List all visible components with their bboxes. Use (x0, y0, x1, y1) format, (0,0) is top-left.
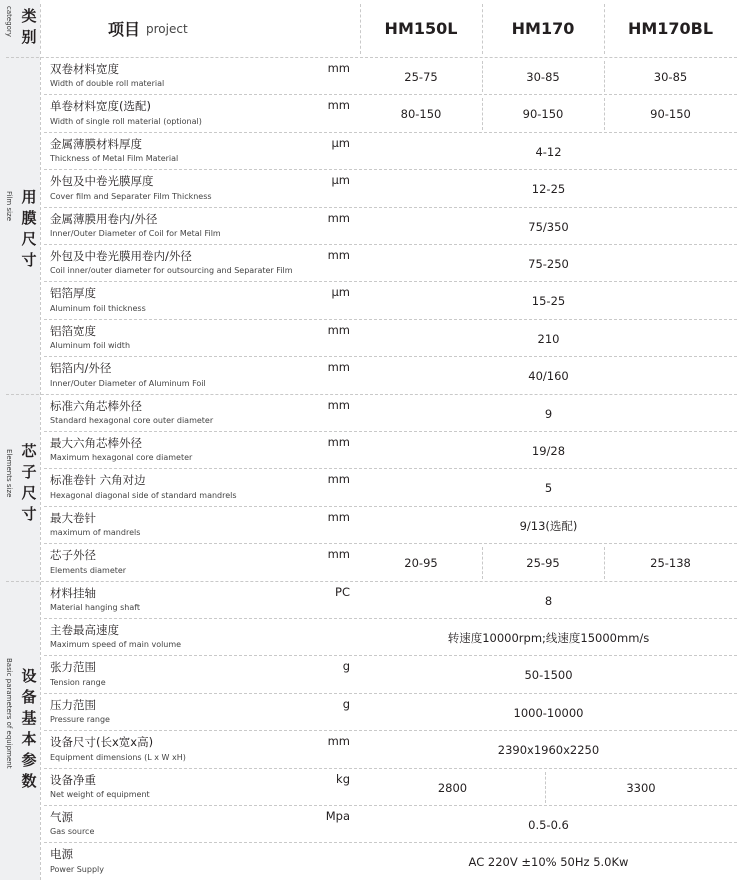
category-en: Elements size (5, 449, 13, 498)
table-row (40, 842, 737, 880)
project-header-en: project (146, 21, 188, 36)
table-row (40, 356, 737, 394)
value-cell: 19/28 (531, 443, 566, 458)
table-row (40, 207, 737, 244)
value-cell: AC 220V ±10% 50Hz 5.0Kw (468, 855, 629, 869)
item-name-en: Equipment dimensions (L x W xH) (50, 753, 186, 762)
item-name-en: Power Supply (50, 865, 104, 874)
table-row (40, 468, 737, 506)
model-header-hm170bl: HM170BL (627, 19, 714, 38)
item-name-zh: 最大卷针 (50, 511, 96, 525)
value-cell: 12-25 (531, 182, 566, 196)
item-unit: mm (327, 248, 350, 262)
cell-divider (604, 547, 605, 579)
cell-divider (482, 547, 483, 579)
table-row (40, 805, 737, 842)
row-divider (44, 693, 737, 694)
table-row (40, 693, 737, 730)
value-cell: 5 (544, 481, 553, 495)
item-name-zh: 设备尺寸(长x宽x高) (50, 735, 154, 749)
item-name-en: Coil inner/outer diameter for outsourcing and Separater Film (50, 266, 293, 275)
row-divider (44, 319, 737, 320)
category-en: Basic parameters of equipment (5, 658, 13, 769)
item-unit: mm (327, 323, 350, 337)
item-name-en: Width of double roll material (50, 79, 165, 88)
row-divider (44, 132, 737, 133)
value-cell: 90-150 (650, 107, 691, 121)
item-name-zh: 金属薄膜材料厚度 (50, 137, 142, 151)
item-unit: mm (327, 435, 350, 449)
category-zh: 用膜尺寸 (21, 188, 37, 269)
item-name-zh: 电源 (50, 847, 73, 861)
cell-divider (482, 61, 483, 92)
item-name-zh: 铝箔厚度 (50, 286, 96, 300)
value-cell: 20-95 (404, 556, 438, 570)
item-name-en: Aluminum foil thickness (50, 304, 146, 313)
item-name-zh: 芯子外径 (50, 548, 96, 562)
item-unit: mm (327, 98, 350, 112)
header-column-divider (482, 4, 483, 54)
item-unit: g (342, 659, 350, 673)
item-name-en: Pressure range (50, 715, 110, 724)
row-divider (44, 207, 737, 208)
category-elements-size (0, 391, 40, 578)
cell-divider (604, 98, 605, 130)
row-divider (44, 506, 737, 507)
value-cell: 2390x1960x2250 (497, 743, 600, 757)
table-row (40, 94, 737, 132)
category-film-size (0, 57, 40, 391)
table-row (40, 169, 737, 207)
table-row (40, 132, 737, 169)
table-row (40, 281, 737, 319)
item-unit: μm (331, 173, 350, 187)
item-name-en: Inner/Outer Diameter of Aluminum Foil (50, 379, 206, 388)
value-cell: 30-85 (653, 69, 688, 84)
row-divider (44, 431, 737, 432)
value-cell: 75/350 (528, 219, 569, 234)
table-row (40, 730, 737, 768)
header-category-cell (0, 0, 40, 57)
item-name-zh: 铝箔内/外径 (50, 361, 112, 375)
value-cell: 3300 (626, 780, 656, 795)
category-zh: 设备基本参数 (21, 667, 37, 790)
item-name-zh: 材料挂轴 (50, 586, 96, 600)
value-cell: 2800 (437, 780, 468, 795)
item-name-zh: 双卷材料宽度 (50, 62, 119, 76)
value-cell: 90-150 (522, 107, 564, 121)
value-cell: 75-250 (528, 256, 569, 271)
row-divider (44, 655, 737, 656)
table-row (40, 506, 737, 543)
row-divider (44, 730, 737, 731)
item-name-en: Tension range (50, 678, 106, 687)
cell-divider (604, 61, 605, 92)
item-name-zh: 标准六角芯棒外径 (50, 399, 142, 413)
value-cell: 0.5-0.6 (528, 817, 569, 832)
item-name-zh: 金属薄膜用卷内/外径 (50, 212, 158, 226)
item-name-en: Maximum speed of main volume (50, 640, 182, 649)
item-name-en: Gas source (50, 827, 95, 836)
value-cell: 9/13(选配) (519, 518, 578, 533)
row-divider (44, 169, 737, 170)
row-divider (44, 94, 737, 95)
item-name-en: Net weight of equipment (50, 790, 150, 799)
row-divider (44, 244, 737, 245)
item-name-zh: 最大六角芯棒外径 (50, 436, 142, 450)
item-unit: μm (331, 285, 350, 299)
value-cell: 80-150 (400, 107, 442, 121)
value-cell: 9 (544, 406, 553, 421)
cell-divider (545, 772, 546, 803)
item-name-en: maximum of mandrels (50, 528, 141, 537)
table-row (40, 581, 737, 618)
item-unit: kg (336, 772, 350, 786)
item-name-en: Elements diameter (50, 566, 127, 575)
item-unit: mm (327, 547, 350, 561)
cell-divider (482, 98, 483, 130)
item-name-zh: 主卷最高速度 (50, 623, 119, 637)
item-name-zh: 铝箔宽度 (50, 324, 96, 338)
item-name-en: Thickness of Metal Film Material (50, 154, 179, 163)
item-name-zh: 外包及中卷光膜厚度 (50, 174, 154, 188)
item-unit: mm (327, 211, 350, 225)
category-column-divider (40, 57, 41, 880)
table-row (40, 57, 737, 94)
item-unit: mm (327, 61, 350, 75)
value-cell: 8 (544, 593, 553, 608)
value-cell: 1000-10000 (513, 705, 584, 720)
item-name-zh: 单卷材料宽度(选配) (50, 99, 151, 113)
item-name-zh: 压力范围 (50, 698, 96, 712)
item-unit: Mpa (325, 809, 350, 823)
item-name-en: Aluminum foil width (50, 341, 131, 350)
row-divider (6, 394, 737, 395)
header-divider (6, 57, 737, 58)
item-name-en: Inner/Outer Diameter of Coil for Metal Film (50, 229, 221, 238)
row-divider (44, 468, 737, 469)
row-divider (6, 581, 737, 582)
item-name-en: Maximum hexagonal core diameter (50, 453, 193, 462)
value-cell: 25-138 (650, 556, 691, 570)
item-name-zh: 张力范围 (50, 660, 96, 674)
item-name-zh: 外包及中卷光膜用卷内/外径 (50, 249, 192, 263)
table-row (40, 431, 737, 468)
item-name-en: Cover film and Separater Film Thickness (50, 192, 212, 201)
item-name-zh: 标准卷针 六角对边 (50, 473, 146, 487)
value-cell: 15-25 (531, 294, 566, 308)
category-header-zh: 类别 (21, 7, 37, 46)
item-unit: mm (327, 398, 350, 412)
value-cell: 25-75 (404, 69, 438, 84)
value-cell: 210 (537, 331, 560, 346)
category-zh: 芯子尺寸 (21, 442, 37, 523)
category-equipment-params (0, 578, 40, 880)
item-name-en: Hexagonal diagonal side of standard mandrels (50, 491, 237, 500)
table-row (40, 768, 737, 805)
item-unit: mm (327, 472, 350, 486)
table-row (40, 618, 737, 655)
item-unit: mm (327, 510, 350, 524)
value-cell: 50-1500 (524, 668, 573, 682)
project-header-zh: 项目 (108, 20, 141, 39)
item-unit: μm (331, 136, 350, 150)
item-name-en: Standard hexagonal core outer diameter (50, 416, 214, 425)
table-row (40, 244, 737, 281)
model-header-hm170: HM170 (511, 19, 575, 38)
table-row (40, 319, 737, 356)
row-divider (44, 842, 737, 843)
row-divider (44, 805, 737, 806)
model-header-hm150l: HM150L (384, 19, 458, 38)
value-cell: 40/160 (528, 369, 569, 383)
value-cell: 转速度10000rpm;线速度15000mm/s (447, 630, 650, 645)
row-divider (44, 543, 737, 544)
item-name-en: Material hanging shaft (50, 603, 141, 612)
table-row (40, 543, 737, 581)
item-unit: mm (327, 360, 350, 374)
item-name-zh: 设备净重 (50, 773, 96, 787)
row-divider (44, 356, 737, 357)
row-divider (44, 618, 737, 619)
header-column-divider (604, 4, 605, 54)
item-unit: PC (335, 585, 350, 599)
value-cell: 4-12 (535, 144, 562, 159)
row-divider (44, 768, 737, 769)
row-divider (44, 281, 737, 282)
category-header-en: category (5, 6, 13, 37)
header-column-divider (40, 4, 41, 54)
table-row (40, 394, 737, 431)
item-name-en: Width of single roll material (optional) (50, 117, 202, 126)
category-en: Film size (5, 191, 13, 222)
value-cell: 30-85 (526, 69, 560, 84)
item-unit: g (342, 697, 350, 711)
table-row (40, 655, 737, 693)
item-unit: mm (327, 734, 350, 748)
header-column-divider (360, 4, 361, 54)
value-cell: 25-95 (526, 556, 560, 570)
item-name-zh: 气源 (50, 810, 73, 824)
project-header (40, 0, 360, 57)
